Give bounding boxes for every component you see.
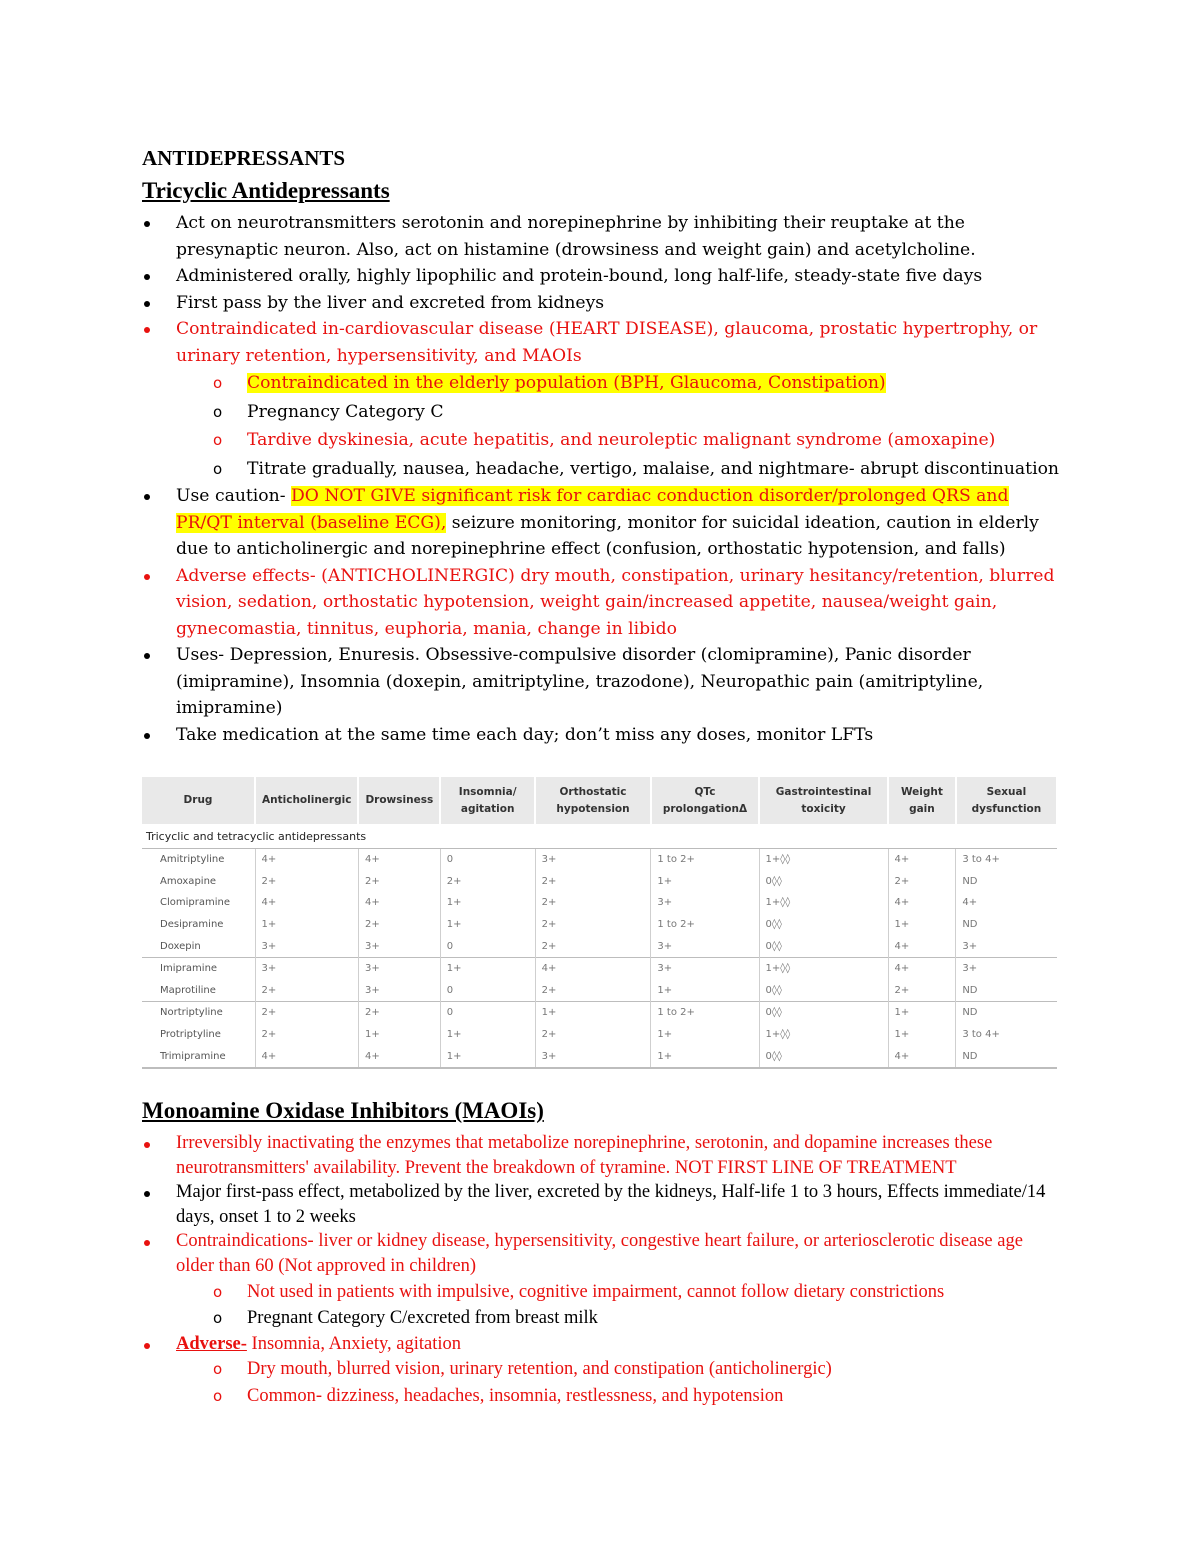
list-item: Act on neurotransmitters serotonin and norepinephrine by inhibiting their reuptake at the presynaptic neuron. Also, act on histamine (drowsiness and weight gain) and acetylcholine.	[142, 210, 1062, 263]
list-item: Contraindicated in-cardiovascular disease (HEART DISEASE), glaucoma, prostatic hypertrophy, or urinary retention, hypersensitivity, and MAOIs	[142, 316, 1062, 369]
sub-list-item: o Not used in patients with impulsive, cognitive impairment, cannot follow dietary constrictions	[142, 1279, 1062, 1306]
drug-name-cell: Maprotiline	[160, 984, 216, 996]
list-item: Contraindications- liver or kidney disease, hypersensitivity, congestive heart failure, or arteriosclerotic disease age older than 60 (Not approved in children)	[142, 1229, 1062, 1278]
table-row	[142, 935, 1057, 957]
tca-bullet-list	[142, 210, 1062, 748]
tca-heading: Tricyclic Antidepressants	[142, 178, 390, 203]
doc-title: ANTIDEPRESSANTS	[142, 146, 346, 170]
table-row	[142, 871, 1057, 893]
table-cell: 4+	[888, 892, 956, 914]
table-row	[142, 1024, 1057, 1046]
list-item: Adverse- Insomnia, Anxiety, agitation	[142, 1332, 1062, 1357]
table-cell: 1+	[358, 1024, 440, 1046]
table-cell: 0◊◊	[759, 871, 888, 893]
table-cell: 1+	[440, 892, 535, 914]
column-header: Orthostatic hypotension	[535, 777, 651, 824]
list-item: Uses- Depression, Enuresis. Obsessive-compulsive disorder (clomipramine), Panic disorder (imipramine), Insomnia (doxepin, amitriptyline, trazodone), Neuropathic pain (amitriptyline, imipramine)	[142, 642, 1062, 722]
table-row	[142, 914, 1057, 936]
table-cell: 3+	[956, 957, 1057, 979]
table-cell: 4+	[255, 1045, 358, 1068]
table-cell: 4+	[888, 849, 956, 871]
column-header: Sexual dysfunction	[956, 777, 1057, 824]
table-cell: 3+	[535, 1045, 651, 1068]
table-cell: 3+	[651, 892, 759, 914]
drug-name-cell: Amitriptyline	[160, 854, 225, 866]
table-row	[142, 957, 1057, 979]
table-cell: 3+	[358, 980, 440, 1002]
table-cell: 2+	[358, 1002, 440, 1024]
table-cell: 3+	[358, 935, 440, 957]
column-header: QTc prolongationΔ	[651, 777, 759, 824]
table-cell: 0◊◊	[759, 1002, 888, 1024]
table-cell: 3+	[651, 957, 759, 979]
table-cell: 2+	[358, 871, 440, 893]
table-cell: 3 to 4+	[956, 849, 1057, 871]
table-cell: 4+	[888, 1045, 956, 1068]
table-cell: 0	[440, 980, 535, 1002]
table-cell: 1+	[651, 1045, 759, 1068]
table-cell: 1+	[651, 871, 759, 893]
table-cell: 1+	[651, 1024, 759, 1046]
table-cell: 2+	[535, 1024, 651, 1046]
table-cell: 0	[440, 849, 535, 871]
table-cell: 1+◊◊	[759, 892, 888, 914]
sub-list-item: o Contraindicated in the elderly population (BPH, Glaucoma, Constipation)	[142, 369, 1062, 398]
table-cell: 3 to 4+	[956, 1024, 1057, 1046]
table-cell: 2+	[255, 1024, 358, 1046]
table-row	[142, 892, 1057, 914]
table-cell: 2+	[888, 871, 956, 893]
table-cell: 1+	[440, 914, 535, 936]
sub-list-item: o Titrate gradually, nausea, headache, vertigo, malaise, and nightmare- abrupt discontinuation	[142, 455, 1062, 484]
column-header: Anticholinergic	[255, 777, 358, 824]
table-cell: 1+◊◊	[759, 849, 888, 871]
table-cell: 3+	[255, 935, 358, 957]
table-cell: ND	[956, 980, 1057, 1002]
table-cell: 2+	[535, 914, 651, 936]
table-cell: 2+	[358, 914, 440, 936]
table-cell: 3+	[358, 957, 440, 979]
table-cell: 2+	[255, 871, 358, 893]
drug-name-cell: Trimipramine	[142, 1045, 255, 1068]
table-cell: 4+	[888, 935, 956, 957]
list-item: Major first-pass effect, metabolized by the liver, excreted by the kidneys, Half-life 1 to 3 hours, Effects immediate/14 days, onset 1 to 2 weeks	[142, 1180, 1062, 1229]
table-cell: 0◊◊	[759, 1045, 888, 1068]
table-cell: ND	[956, 871, 1057, 893]
list-item: Adverse effects- (ANTICHOLINERGIC) dry mouth, constipation, urinary hesitancy/retention, blurred vision, sedation, orthostatic hypotension, weight gain/increased appetite, nausea/weight gain, gynecomastia, tinnitus, euphoria, mania, change in libido	[142, 563, 1062, 643]
table-cell: 1+◊◊	[759, 1024, 888, 1046]
table-cell: 1+	[888, 1002, 956, 1024]
table-cell: 1+	[440, 1045, 535, 1068]
table-cell: 1+	[535, 1002, 651, 1024]
maoi-bullet-list	[142, 1131, 1062, 1409]
table-cell: 2+	[535, 935, 651, 957]
sub-list-item: o Common- dizziness, headaches, insomnia, restlessness, and hypotension	[142, 1383, 1062, 1410]
group-label: Tricyclic and tetracyclic antidepressants	[142, 824, 1057, 849]
table-cell: 0◊◊	[759, 914, 888, 936]
table-cell: 4+	[358, 849, 440, 871]
sub-list-item: o Pregnant Category C/excreted from breast milk	[142, 1305, 1062, 1332]
column-header: Gastrointestinal toxicity	[759, 777, 888, 824]
drug-name-cell: Doxepin	[160, 940, 201, 952]
table-header-row	[142, 777, 1057, 824]
column-header: Drug	[142, 777, 255, 824]
table-cell: 4+	[255, 849, 358, 871]
table-row	[142, 980, 1057, 1002]
table-cell: 0	[440, 1002, 535, 1024]
maoi-heading: Monoamine Oxidase Inhibitors (MAOIs)	[142, 1098, 544, 1123]
table-cell: 1+◊◊	[759, 957, 888, 979]
table-cell: ND	[956, 914, 1057, 936]
column-header: Drowsiness	[358, 777, 440, 824]
list-item: Take medication at the same time each day; don’t miss any doses, monitor LFTs	[142, 722, 1062, 749]
table-cell: ND	[956, 1045, 1057, 1068]
table-group-row	[142, 824, 1057, 849]
table-cell: ND	[956, 1002, 1057, 1024]
table-cell: 2+	[440, 871, 535, 893]
sub-list-item: o Pregnancy Category C	[142, 398, 1062, 427]
table-cell: 4+	[358, 1045, 440, 1068]
table-cell: 0◊◊	[759, 935, 888, 957]
table-cell: 3+	[651, 935, 759, 957]
table-cell: 3+	[255, 957, 358, 979]
table-cell: 2+	[888, 980, 956, 1002]
table-row	[142, 1002, 1057, 1024]
table-cell: 0	[440, 935, 535, 957]
table-cell: 4+	[255, 892, 358, 914]
drug-name-cell: Amoxapine	[160, 875, 217, 887]
table-cell: 1+	[255, 914, 358, 936]
drug-name-cell: Desipramine	[160, 919, 224, 931]
table-cell: 1+	[440, 1024, 535, 1046]
table-cell: 1 to 2+	[651, 849, 759, 871]
column-header: Weight gain	[888, 777, 956, 824]
table-cell: 4+	[535, 957, 651, 979]
drug-name-cell: Imipramine	[142, 957, 255, 979]
table-cell: 4+	[956, 892, 1057, 914]
side-effects-table-image	[142, 777, 1058, 1069]
list-item: Irreversibly inactivating the enzymes that metabolize norepinephrine, serotonin, and dopamine increases these neurotransmitters' availability. Prevent the breakdown of tyramine. NOT FIRST LINE OF TREATMENT	[142, 1131, 1062, 1180]
table-cell: 1+	[888, 1024, 956, 1046]
table-cell: 0◊◊	[759, 980, 888, 1002]
table-cell: 1+	[888, 914, 956, 936]
table-cell: 2+	[535, 871, 651, 893]
table-cell: 2+	[535, 892, 651, 914]
table-cell: 3+	[535, 849, 651, 871]
drug-name-cell: Nortriptyline	[142, 1002, 255, 1024]
table-cell: 1 to 2+	[651, 1002, 759, 1024]
sub-list-item: o Dry mouth, blurred vision, urinary retention, and constipation (anticholinergic)	[142, 1356, 1062, 1383]
table-cell: 1+	[440, 957, 535, 979]
list-item: First pass by the liver and excreted from kidneys	[142, 290, 1062, 317]
side-effects-table	[142, 777, 1058, 1069]
table-cell: 2+	[535, 980, 651, 1002]
drug-name-cell: Clomipramine	[160, 897, 230, 909]
table-row	[142, 849, 1057, 871]
table-cell: 1 to 2+	[651, 914, 759, 936]
table-cell: 2+	[255, 980, 358, 1002]
table-cell: 4+	[358, 892, 440, 914]
table-cell: 3+	[956, 935, 1057, 957]
table-cell: 4+	[888, 957, 956, 979]
sub-list-item: o Tardive dyskinesia, acute hepatitis, and neuroleptic malignant syndrome (amoxapine)	[142, 426, 1062, 455]
table-cell: 1+	[651, 980, 759, 1002]
table-row	[142, 1045, 1057, 1068]
column-header: Insomnia/ agitation	[440, 777, 535, 824]
drug-name-cell: Protriptyline	[160, 1029, 221, 1041]
list-item: Administered orally, highly lipophilic and protein-bound, long half-life, steady-state five days	[142, 263, 1062, 290]
list-item: Use caution- DO NOT GIVE significant risk for cardiac conduction disorder/prolonged QRS and PR/QT interval (baseline ECG), seizure monitoring, monitor for suicidal ideation, caution in elderly due to anticholinergic and norepinephrine effect (confusion, orthostatic hypotension, and falls)	[142, 483, 1062, 563]
table-cell: 2+	[255, 1002, 358, 1024]
